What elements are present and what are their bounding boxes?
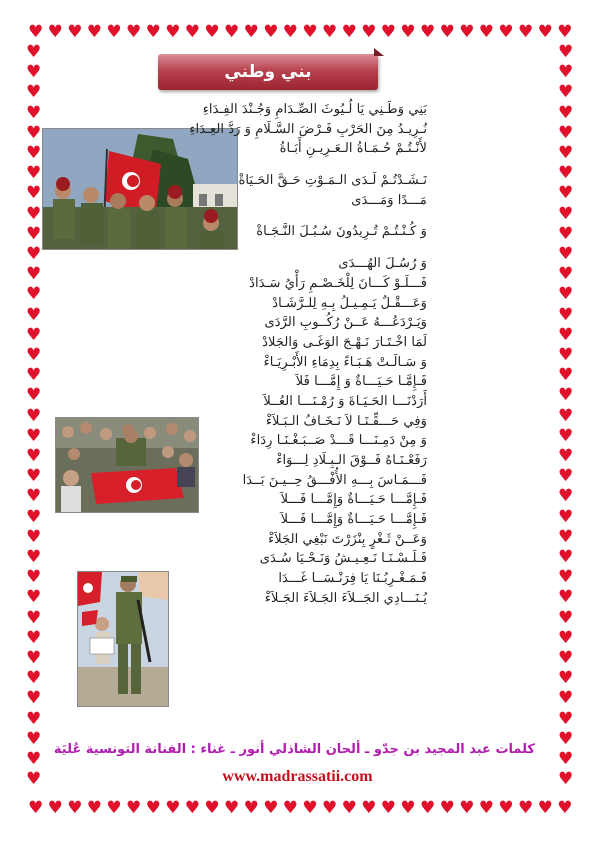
heart-icon: ♥ (558, 526, 574, 547)
poem (187, 100, 427, 609)
crowd-with-flag-photo (55, 417, 199, 513)
heart-icon: ♥ (459, 22, 475, 42)
heart-icon: ♥ (26, 668, 42, 689)
heart-icon: ♥ (558, 244, 574, 264)
heart-icon: ♥ (26, 466, 42, 487)
poem-line: وَفِي حَـــقِّـنَـا لاَ نَـخَـافُ الـبَـلاَءْ (265, 413, 427, 429)
heart-icon: ♥ (558, 203, 574, 224)
heart-icon: ♥ (439, 22, 455, 42)
heart-icon: ♥ (558, 385, 574, 406)
heart-icon: ♥ (322, 798, 338, 818)
heart-icon: ♥ (361, 798, 377, 818)
page-title: بني وطني (224, 62, 312, 82)
heart-icon: ♥ (341, 798, 357, 818)
poem-line: وَعَــنْ ثَـغْرٍ بِنْزَرْتَ نَبْغِي الجَلاَءْ (268, 531, 427, 547)
heart-icon: ♥ (282, 22, 299, 42)
heart-icon: ♥ (302, 798, 318, 818)
heart-icon: ♥ (26, 607, 42, 628)
heart-icon: ♥ (478, 798, 495, 818)
heart-icon: ♥ (26, 526, 42, 547)
poem-line: رَفَعْـنَـاهُ فَــوْقَ الـبِـلَادِ لِـــوَاءْ (276, 453, 427, 468)
poem-line: فَـمَـغْـرِبُـنَا يَا فِرَنْـسَــا غَـــدَا (278, 571, 427, 587)
stanza-gap (187, 242, 427, 254)
heart-icon: ♥ (243, 798, 259, 818)
poem-line: وَعَـــقْـلٌ يَـمِـيـلُ بِـهِ لِلـرَّشَـادْ (272, 295, 427, 311)
poem-line: وَ كُـنْـتُـمْ تُـرِيدُونَ سُـبُـلَ النَّـجَـاةْ (256, 224, 427, 240)
heart-icon: ♥ (26, 324, 42, 345)
heart-icon: ♥ (126, 22, 142, 42)
poem-line: أَرَدْنَـــا الحَـيَـاةَ وَ رُمْـنَـــا العُــلاَ (263, 393, 427, 409)
heart-icon: ♥ (380, 22, 397, 42)
heart-icon: ♥ (518, 798, 534, 818)
heart-icon: ♥ (558, 668, 574, 689)
heart-icon: ♥ (558, 365, 574, 386)
heart-icon: ♥ (28, 22, 44, 42)
heart-icon: ♥ (184, 22, 201, 42)
heart-icon: ♥ (224, 798, 240, 818)
heart-icon: ♥ (537, 798, 553, 818)
heart-icon: ♥ (26, 425, 42, 446)
heart-icon: ♥ (361, 22, 377, 42)
heart-icon: ♥ (322, 22, 338, 42)
poem-line: فَـإِمَّـــا حَـيَـــاةٌ وَإِمَّـــا فَـــلاَ (280, 512, 427, 528)
heart-icon: ♥ (263, 798, 279, 818)
heart-icon: ♥ (106, 798, 122, 818)
heart-icon: ♥ (282, 798, 299, 818)
heart-icon: ♥ (47, 798, 63, 818)
heart-icon: ♥ (558, 446, 574, 466)
heart-icon: ♥ (558, 62, 574, 83)
poem-line: فَـــمَـاسَ بِـــهِ الأُفْـــقُ حِــيـنَ بَــدَا (242, 472, 427, 488)
poem-line: وَ سَـالَـتْ هَـبَـاءً بِدِمَاءِ الأَبْـرِيَـاءْ (263, 354, 427, 370)
heart-icon: ♥ (558, 405, 574, 426)
heart-icon: ♥ (558, 143, 574, 163)
heart-icon: ♥ (26, 183, 42, 204)
heart-icon: ♥ (558, 102, 574, 123)
poem-line: فَـــلَـوْ كَـــانَ لِلْخَـصْـمِ رَأْيُ سَـدَادْ (249, 275, 427, 291)
heart-icon: ♥ (26, 648, 42, 668)
heart-icon: ♥ (400, 22, 416, 42)
heart-icon: ♥ (302, 22, 318, 42)
heart-icon: ♥ (26, 82, 42, 103)
heart-icon: ♥ (558, 547, 574, 567)
soldier-with-child-photo (77, 571, 169, 707)
heart-icon: ♥ (126, 798, 142, 818)
poem-line: وَيَـرْدَعُـــهُ عَــنْ رُكُــوبِ الرَّدَى (264, 315, 427, 331)
heart-icon: ♥ (400, 798, 416, 818)
heart-icon: ♥ (558, 506, 574, 527)
heart-icon: ♥ (558, 42, 574, 62)
heart-icon: ♥ (558, 587, 574, 608)
heart-icon: ♥ (26, 749, 42, 769)
website-link[interactable]: www.madrassatii.com (222, 768, 373, 785)
heart-icon: ♥ (478, 22, 495, 42)
heart-icon: ♥ (558, 728, 574, 749)
heart-icon: ♥ (204, 22, 220, 42)
heart-icon: ♥ (26, 769, 42, 790)
heart-icon: ♥ (558, 122, 574, 143)
heart-icon: ♥ (558, 466, 574, 487)
poem-line: وَ مِنْ دَمِـنَـــا قَـــدْ صَــبَـغْـنَـا رِدَاءْ (250, 433, 427, 449)
heart-icon: ♥ (184, 798, 201, 818)
title-banner (158, 48, 384, 94)
heart-icon: ♥ (26, 62, 42, 83)
poem-line: نُـرِيـدُ مِنَ الحَرْبِ فَـرْضَ السَّـلَامِ وَ رَدَّ العِـدَاءِ (189, 121, 427, 137)
heart-icon: ♥ (26, 506, 42, 527)
poem-line: فَـلَـسْـنَـا نَـعِـيـشُ وَنَـحْـيَا سُـدَى (259, 551, 427, 567)
heart-icon: ♥ (106, 22, 122, 42)
heart-icon: ♥ (86, 798, 103, 818)
heart-icon: ♥ (26, 587, 42, 608)
heart-icon: ♥ (26, 284, 42, 305)
heart-icon: ♥ (26, 486, 42, 507)
heart-icon: ♥ (420, 22, 436, 42)
heart-icon: ♥ (28, 798, 44, 818)
credits-line: كلمات عبد المجيد بن جدّو ـ ألحان الشاذلي أنور ـ غناء : الفنانة التونسية عُليَة (53, 742, 535, 757)
heart-icon: ♥ (558, 688, 574, 709)
heart-icon: ♥ (145, 798, 161, 818)
heart-icon: ♥ (145, 22, 161, 42)
heart-icon: ♥ (558, 749, 574, 769)
heart-icon: ♥ (459, 798, 475, 818)
heart-icon: ♥ (558, 284, 574, 305)
heart-icon: ♥ (26, 42, 42, 62)
heart-icon: ♥ (26, 223, 42, 244)
heart-icon: ♥ (420, 798, 436, 818)
poem-line: نَـشَـدْتُـمْ لَـدَى الـمَـوْتِ حَـقَّ الحَـيَاةْ (238, 173, 427, 189)
heart-icon: ♥ (26, 163, 42, 184)
heart-icon: ♥ (498, 22, 514, 42)
heart-icon: ♥ (537, 22, 553, 42)
heart-icon: ♥ (26, 385, 42, 406)
poem-line: لأَنْـتُـمْ حُـمَـاةُ الـعَـرِيـنِ أَبَـاةُ (279, 141, 427, 157)
heart-icon: ♥ (26, 143, 42, 163)
poem-line: فَـإِمَّـا حَـيَـــاةٌ وَ إِمَّـــا فَلاَ (295, 374, 427, 390)
heart-icon: ♥ (26, 264, 42, 285)
heart-icon: ♥ (26, 405, 42, 426)
heart-icon: ♥ (558, 264, 574, 285)
heart-icon: ♥ (26, 627, 42, 648)
heart-icon: ♥ (558, 304, 574, 325)
heart-icon: ♥ (558, 183, 574, 204)
heart-icon: ♥ (67, 798, 83, 818)
heart-icon: ♥ (558, 163, 574, 184)
heart-icon: ♥ (558, 486, 574, 507)
poem-line: يُـنَـــادِي الجَــلاَءَ الجَـلاَءَ الجَـلاَءْ (264, 590, 427, 606)
heart-icon: ♥ (26, 345, 42, 365)
heart-icon: ♥ (341, 22, 357, 42)
heart-icon: ♥ (26, 688, 42, 709)
heart-icon: ♥ (224, 22, 240, 42)
heart-icon: ♥ (558, 425, 574, 446)
heart-icon: ♥ (558, 648, 574, 668)
heart-icon: ♥ (165, 798, 181, 818)
heart-icon: ♥ (26, 547, 42, 567)
heart-icon: ♥ (558, 627, 574, 648)
heart-icon: ♥ (558, 223, 574, 244)
heart-icon: ♥ (557, 798, 573, 818)
heart-icon: ♥ (558, 82, 574, 103)
heart-icon: ♥ (67, 22, 83, 42)
heart-icon: ♥ (243, 22, 259, 42)
heart-icon: ♥ (558, 345, 574, 365)
heart-icon: ♥ (26, 203, 42, 224)
poem-line: فَـإِمَّـــا حَـيَـــاةٌ وَإِمَّـــا فَـــلاَ (280, 492, 427, 508)
heart-icon: ♥ (439, 798, 455, 818)
heart-icon: ♥ (26, 446, 42, 466)
heart-icon: ♥ (558, 324, 574, 345)
stanza-gap (187, 159, 427, 171)
heart-icon: ♥ (26, 244, 42, 264)
poem-line: لَمَا اخْـتَـارَ نَـهْـجَ الوَغَـى وَالجَلادْ (262, 334, 427, 350)
heart-icon: ♥ (558, 567, 574, 588)
heart-icon: ♥ (518, 22, 534, 42)
heart-icon: ♥ (26, 567, 42, 588)
heart-icon: ♥ (558, 769, 574, 790)
heart-icon: ♥ (26, 365, 42, 386)
heart-icon: ♥ (26, 122, 42, 143)
heart-icon: ♥ (47, 22, 63, 42)
heart-icon: ♥ (165, 22, 181, 42)
poem-line: بَنِي وَطَـنِي يَا لُـيُوثَ الصِّـدَامِ وَجُـنْدَ الفِـدَاءِ (202, 102, 427, 117)
heart-icon: ♥ (557, 22, 573, 42)
poem-line: مَـــدًا وَمَـــدَى (351, 192, 427, 208)
heart-icon: ♥ (380, 798, 397, 818)
heart-icon: ♥ (26, 304, 42, 325)
heart-icon: ♥ (498, 798, 514, 818)
poem-line: وَ رُسُـلَ الهُـــدَى (338, 256, 427, 272)
heart-icon: ♥ (26, 102, 42, 123)
heart-icon: ♥ (263, 22, 279, 42)
heart-icon: ♥ (26, 708, 42, 729)
heart-icon: ♥ (204, 798, 220, 818)
heart-icon: ♥ (86, 22, 103, 42)
heart-icon: ♥ (558, 708, 574, 729)
stanza-gap (187, 210, 427, 222)
heart-icon: ♥ (558, 607, 574, 628)
heart-icon: ♥ (26, 728, 42, 749)
